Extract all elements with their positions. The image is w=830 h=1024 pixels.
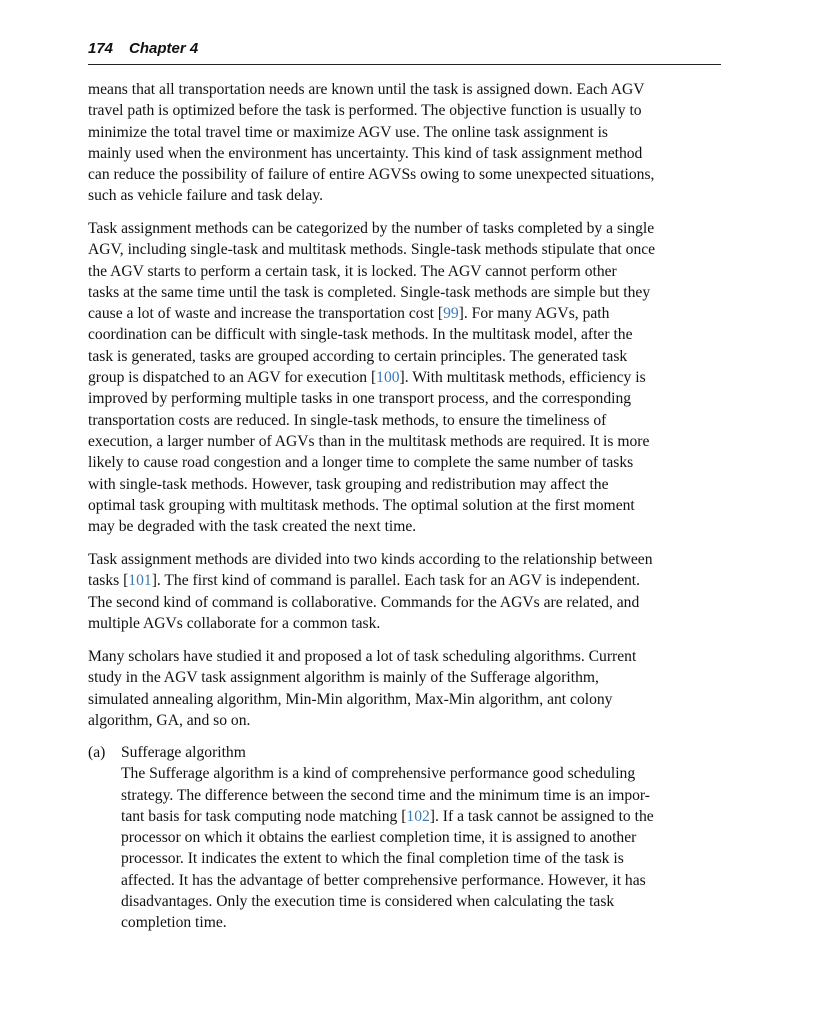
text-line: multiple AGVs collaborate for a common task.: [88, 614, 381, 632]
text-line: mainly used when the environment has uncertainty. This kind of task assignment method: [88, 144, 643, 162]
text-line: tant basis for task computing node matching [102]. If a task cannot be assigned to the: [121, 807, 654, 825]
text-line: the AGV starts to perform a certain task, it is locked. The AGV cannot perform other: [88, 262, 617, 280]
text-line: such as vehicle failure and task delay.: [88, 187, 323, 205]
text-line: optimal task grouping with multitask methods. The optimal solution at the first moment: [88, 496, 635, 514]
citation-link[interactable]: 99: [443, 305, 459, 323]
text-line: disadvantages. Only the execution time is considered when calculating the task: [121, 893, 615, 911]
text-line: AGV, including single-task and multitask methods. Single-task methods stipulate that once: [88, 241, 656, 259]
text-line: algorithm, GA, and so on.: [88, 711, 251, 729]
text-line: may be degraded with the task created the next time.: [88, 518, 417, 536]
text-line: simulated annealing algorithm, Min-Min algorithm, Max-Min algorithm, ant colony: [88, 690, 613, 708]
paragraph-1: [88, 79, 728, 207]
text-line: affected. It has the advantage of better comprehensive performance. However, it has: [121, 871, 646, 889]
text-line: processor. It indicates the extent to which the final completion time of the task is: [121, 850, 624, 868]
text-line: strategy. The difference between the second time and the minimum time is an impor-: [121, 786, 650, 804]
list-marker: (a): [88, 744, 106, 761]
running-header: [88, 38, 721, 65]
text-line: Task assignment methods are divided into two kinds according to the relationship between: [88, 551, 653, 568]
text-line: tasks [101]. The first kind of command is parallel. Each task for an AGV is independent.: [88, 572, 641, 590]
text-line: study in the AGV task assignment algorithm is mainly of the Sufferage algorithm,: [88, 669, 599, 687]
text-line: execution, a larger number of AGVs than in the multitask methods are required. It is more: [88, 432, 650, 450]
text-line: The second kind of command is collaborative. Commands for the AGVs are related, and: [88, 593, 640, 611]
page-number: 174: [88, 40, 114, 57]
text-line: travel path is optimized before the task is performed. The objective function is usually to: [88, 102, 642, 120]
text-line: coordination can be difficult with single-task methods. In the multitask model, after the: [88, 326, 633, 344]
text-line: The Sufferage algorithm is a kind of comprehensive performance good scheduling: [121, 765, 636, 783]
list-item-title: Sufferage algorithm: [121, 744, 246, 761]
text-line: group is dispatched to an AGV for execution [100]. With multitask methods, efficiency is: [88, 369, 646, 387]
text-line: cause a lot of waste and increase the transportation cost [99]. For many AGVs, path: [88, 305, 610, 323]
text-line: processor on which it obtains the earliest completion time, it is assigned to another: [121, 829, 637, 847]
text-line: transportation costs are reduced. In single-task methods, to ensure the timeliness of: [88, 411, 607, 429]
paragraph-3: [88, 549, 728, 634]
paragraph-2: [88, 218, 728, 537]
paragraph-4: [88, 646, 728, 731]
text-line: minimize the total travel time or maximize AGV use. The online task assignment is: [88, 123, 608, 141]
text-line: completion time.: [121, 914, 227, 932]
citation-link[interactable]: 101: [128, 572, 152, 590]
text-line: Many scholars have studied it and proposed a lot of task scheduling algorithms. Current: [88, 648, 637, 665]
text-line: can reduce the possibility of failure of entire AGVSs owing to some unexpected situations,: [88, 166, 655, 184]
text-line: task is generated, tasks are grouped according to certain principles. The generated task: [88, 347, 628, 365]
citation-link[interactable]: 102: [406, 807, 430, 825]
citation-link[interactable]: 100: [376, 369, 400, 387]
chapter-title: Chapter 4: [129, 40, 199, 57]
text-line: Task assignment methods can be categorized by the number of tasks completed by a single: [88, 220, 655, 237]
list-item-body: [121, 742, 721, 934]
text-line: likely to cause road congestion and a longer time to complete the same number of tasks: [88, 454, 634, 472]
text-line: means that all transportation needs are known until the task is assigned down. Each AGV: [88, 81, 645, 98]
text-line: with single-task methods. However, task grouping and redistribution may affect the: [88, 475, 609, 493]
text-line: tasks at the same time until the task is completed. Single-task methods are simple but they: [88, 283, 651, 301]
text-line: improved by performing multiple tasks in one transport process, and the corresponding: [88, 390, 632, 408]
